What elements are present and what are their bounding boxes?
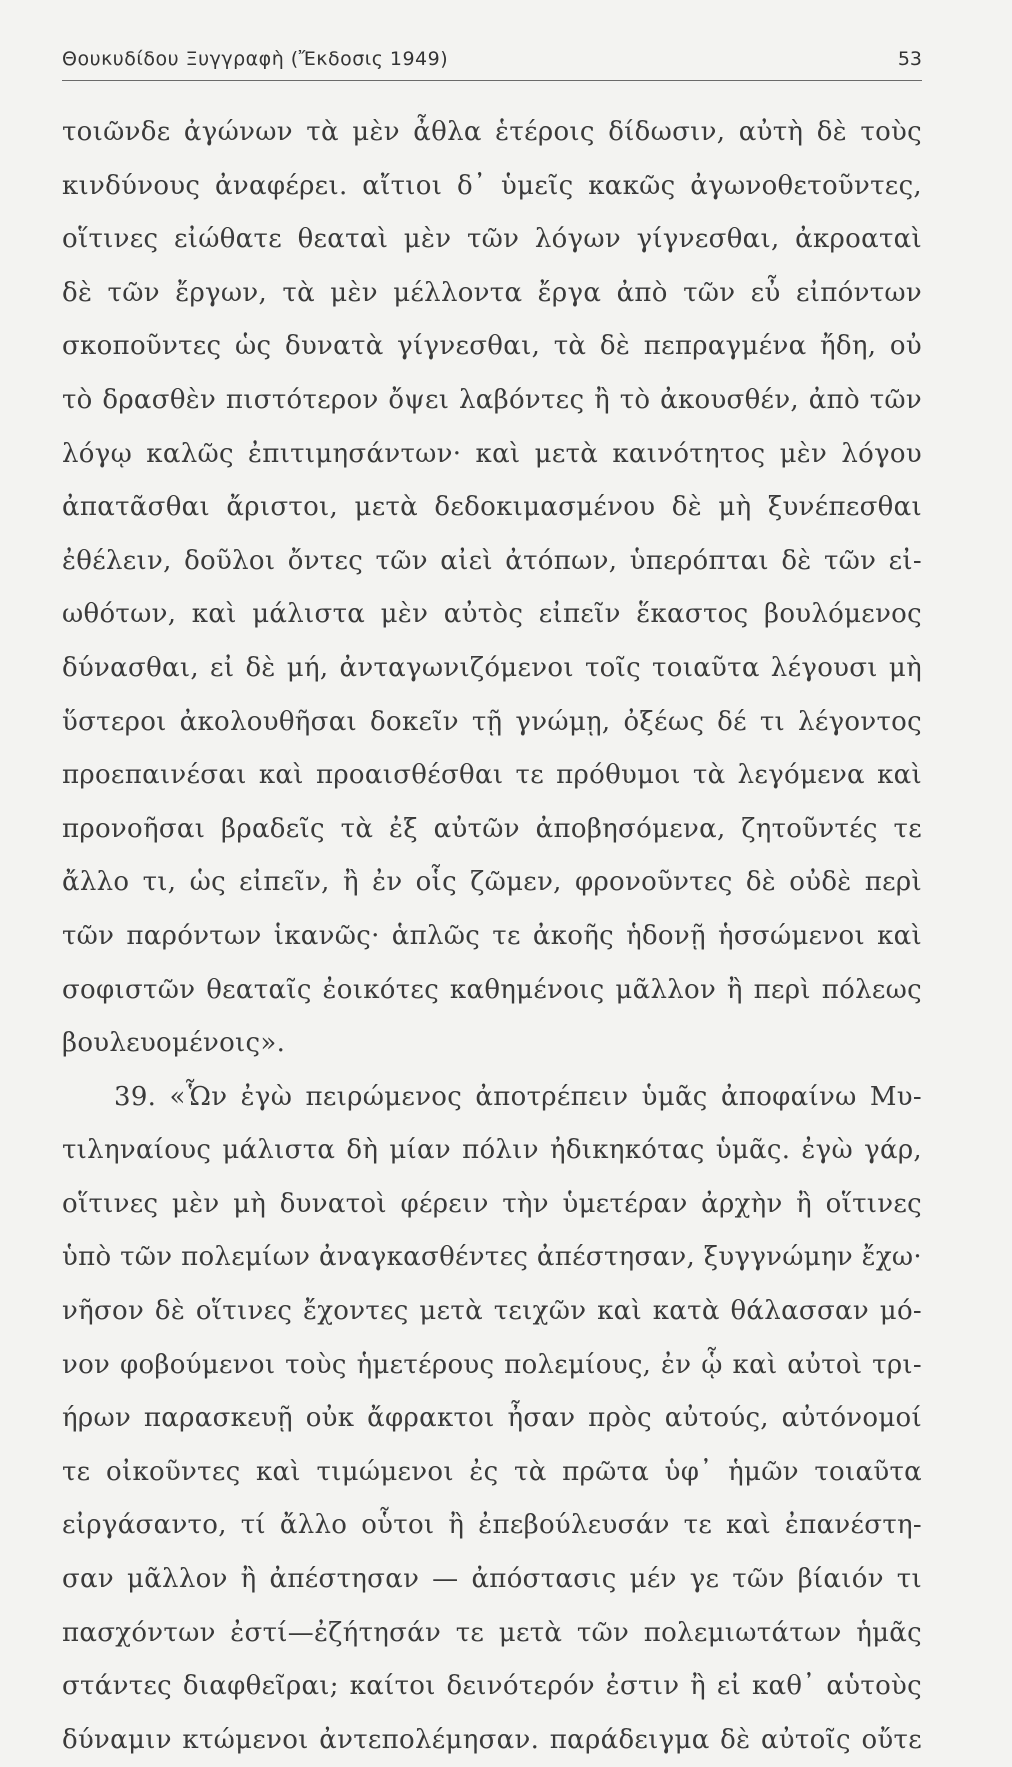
body-text — [62, 106, 922, 1767]
text-line: ωθότων, καὶ μάλιστα μὲν αὐτὸς εἰπεῖν ἕκαστος βουλόμενος — [62, 599, 922, 630]
text-line: σκοποῦντες ὡς δυνατὰ γίγνεσθαι, τὰ δὲ πεπραγμένα ἤδη, οὐ — [62, 331, 922, 362]
header-title: Θουκυδίδου Ξυγγραφὴ (Ἔκδοσις 1949) — [62, 48, 449, 70]
page-number: 53 — [897, 48, 922, 70]
text-line: ὑπὸ τῶν πολεμίων ἀναγκασθέντες ἀπέστησαν, ξυγγνώμην ἔχω· — [62, 1242, 922, 1273]
text-line: προνοῆσαι βραδεῖς τὰ ἐξ αὐτῶν ἀποβησόμενα, ζητοῦντές τε — [62, 813, 922, 844]
text-line: ἀπατᾶσθαι ἄριστοι, μετὰ δεδοκιμασμένου δὲ μὴ ξυνέπεσθαι — [62, 492, 922, 523]
text-line: δὲ τῶν ἔργων, τὰ μὲν μέλλοντα ἔργα ἀπὸ τῶν εὖ εἰπόντων — [62, 277, 922, 308]
text-line: νῆσον δὲ οἵτινες ἔχοντες μετὰ τειχῶν καὶ κατὰ θάλασσαν μό- — [62, 1296, 922, 1327]
text-line: στάντες διαφθεῖραι; καίτοι δεινότερόν ἐστιν ἢ εἰ καθ᾿ αὑτοὺς — [62, 1671, 922, 1702]
text-line: πασχόντων ἐστί—ἐζήτησάν τε μετὰ τῶν πολεμιωτάτων ἡμᾶς — [62, 1617, 922, 1648]
running-header — [62, 46, 922, 81]
text-line: ἐθέλειν, δοῦλοι ὄντες τῶν αἰεὶ ἀτόπων, ὑπερόπται δὲ τῶν εἰ- — [62, 545, 922, 576]
text-line: λόγῳ καλῶς ἐπιτιμησάντων· καὶ μετὰ καινότητος μὲν λόγου — [62, 438, 922, 469]
text-line: ἄλλο τι, ὡς εἰπεῖν, ἢ ἐν οἷς ζῶμεν, φρονοῦντες δὲ οὐδὲ περὶ — [62, 867, 922, 898]
text-line: τε οἰκοῦντες καὶ τιμώμενοι ἐς τὰ πρῶτα ὑφ᾿ ἡμῶν τοιαῦτα — [62, 1456, 922, 1487]
text-line: τὸ δρασθὲν πιστότερον ὄψει λαβόντες ἢ τὸ ἀκουσθέν, ἀπὸ τῶν — [62, 384, 922, 415]
paragraph-end-line: βουλευομένοις». — [62, 1028, 286, 1059]
text-line: προεπαινέσαι καὶ προαισθέσθαι τε πρόθυμοι τὰ λεγόμενα καὶ — [62, 760, 922, 791]
text-line: εἰργάσαντο, τί ἄλλο οὗτοι ἢ ἐπεβούλευσάν τε καὶ ἐπανέστη- — [62, 1510, 922, 1541]
text-line: οἵτινες εἰώθατε θεαταὶ μὲν τῶν λόγων γίγνεσθαι, ἀκροαταὶ — [62, 224, 922, 255]
text-line: τιληναίους μάλιστα δὴ μίαν πόλιν ἠδικηκότας ὑμᾶς. ἐγὼ γάρ, — [62, 1135, 922, 1166]
text-line: σοφιστῶν θεαταῖς ἐοικότες καθημένοις μᾶλλον ἢ περὶ πόλεως — [62, 974, 922, 1005]
text-line: οἵτινες μὲν μὴ δυνατοὶ φέρειν τὴν ὑμετέραν ἀρχὴν ἢ οἵτινες — [62, 1188, 922, 1219]
text-line: κινδύνους ἀναφέρει. αἴτιοι δ᾿ ὑμεῖς κακῶς ἀγωνοθετοῦντες, — [62, 170, 922, 201]
text-line: τοιῶνδε ἀγώνων τὰ μὲν ἆθλα ἑτέροις δίδωσιν, αὐτὴ δὲ τοὺς — [62, 117, 922, 147]
text-line: δύναμιν κτώμενοι ἀντεπολέμησαν. παράδειγμα δὲ αὐτοῖς οὔτε — [62, 1724, 922, 1755]
text-line: δύνασθαι, εἰ δὲ μή, ἀνταγωνιζόμενοι τοῖς τοιαῦτα λέγουσι μὴ — [62, 652, 922, 683]
text-line: ὕστεροι ἀκολουθῆσαι δοκεῖν τῇ γνώμῃ, ὀξέως δέ τι λέγοντος — [62, 706, 922, 737]
text-line: ήρων παρασκευῇ οὐκ ἄφρακτοι ἦσαν πρὸς αὐτούς, αὐτόνομοί — [62, 1403, 922, 1434]
text-line: σαν μᾶλλον ἢ ἀπέστησαν — ἀπόστασις μέν γε τῶν βίαιόν τι — [62, 1564, 922, 1595]
text-line: νον φοβούμενοι τοὺς ἡμετέρους πολεμίους, ἐν ᾧ καὶ αὐτοὶ τρι- — [62, 1349, 922, 1380]
section-39-start-line: 39. «Ὧν ἐγὼ πειρώμενος ἀποτρέπειν ὑμᾶς ἀποφαίνω Μυ- — [114, 1081, 922, 1112]
text-line: τῶν παρόντων ἱκανῶς· ἁπλῶς τε ἀκοῆς ἡδονῇ ἡσσώμενοι καὶ — [62, 920, 922, 951]
